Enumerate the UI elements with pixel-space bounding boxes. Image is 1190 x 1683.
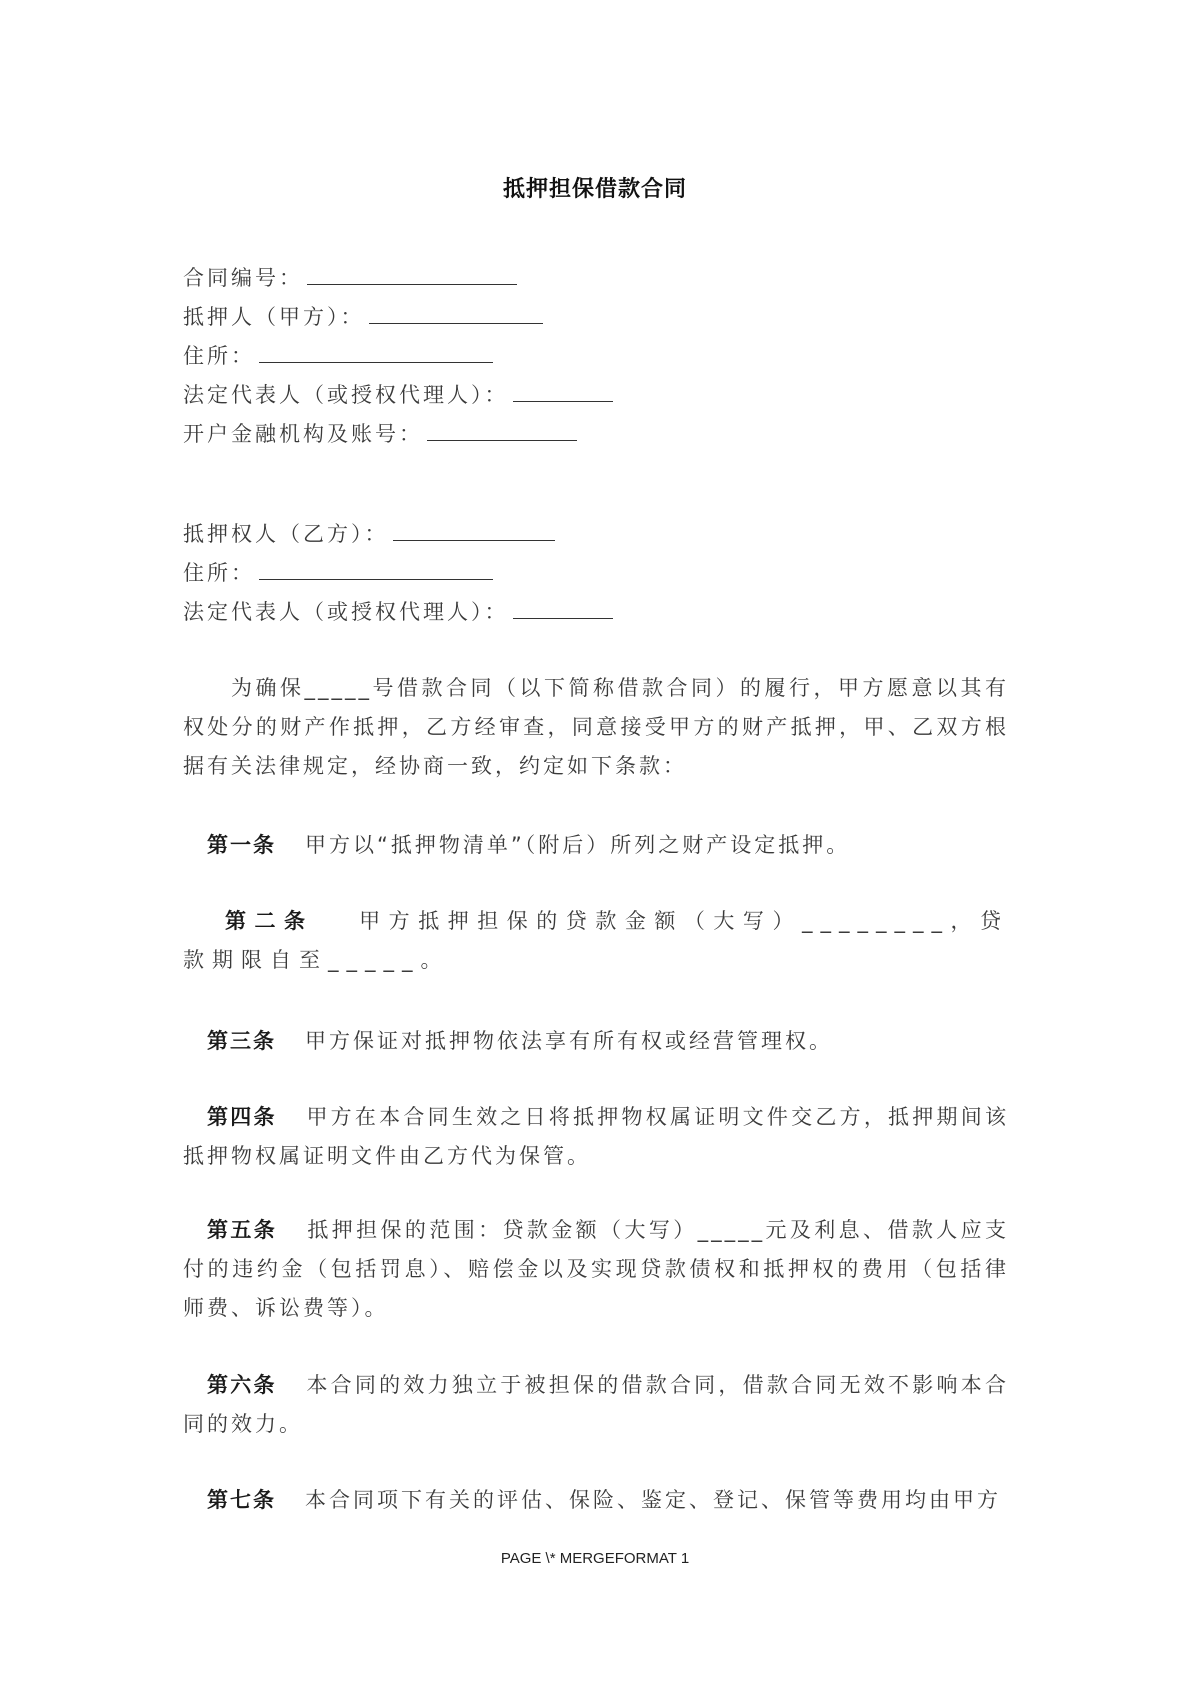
field-label: 住所： <box>183 344 255 368</box>
field-mortgagor <box>183 301 543 332</box>
field-mortgagee <box>183 518 555 549</box>
field-label: 法定代表人（或授权代理人）： <box>183 600 509 624</box>
page-footer: PAGE \* MERGEFORMAT 1 <box>500 1550 690 1567</box>
article-text: 抵押担保的范围：贷款金额（大写）_____元及利息、借款人应支付的违约金（包括罚息）、赔偿金以及实现贷款债权和抵押权的费用（包括律师费、诉讼费等）。 <box>183 1218 1010 1320</box>
article-5 <box>183 1210 1009 1328</box>
article-text: 甲方以“抵押物清单”（附后）所列之财产设定抵押。 <box>305 833 851 857</box>
fill-blank <box>393 518 555 541</box>
article-heading: 第三条 <box>207 1028 276 1053</box>
article-text: 甲方保证对抵押物依法享有所有权或经营管理权。 <box>305 1029 834 1053</box>
field-label: 开户金融机构及账号： <box>183 422 423 446</box>
article-3 <box>183 1021 1009 1061</box>
article-text: 甲方在本合同生效之日将抵押物权属证明文件交乙方，抵押期间该抵押物权属证明文件由乙方代为保管。 <box>183 1105 1009 1168</box>
article-heading: 第七条 <box>207 1487 276 1512</box>
article-heading: 第六条 <box>207 1372 277 1397</box>
article-7 <box>183 1480 1009 1520</box>
field-label: 抵押人（甲方）： <box>183 305 365 329</box>
field-address-b <box>183 557 493 588</box>
fill-blank <box>513 379 613 402</box>
fill-blank <box>427 418 577 441</box>
article-4 <box>183 1097 1009 1176</box>
preamble-paragraph: 为确保_____号借款合同（以下简称借款合同）的履行，甲方愿意以其有权处分的财产作抵押，乙方经审查，同意接受甲方的财产抵押，甲、乙双方根据有关法律规定，经协商一致，约定如下条款： <box>183 676 1009 778</box>
fill-blank <box>369 301 543 324</box>
field-bank-account <box>183 418 577 449</box>
fill-blank <box>513 596 613 619</box>
article-heading: 第四条 <box>207 1104 277 1129</box>
fill-blank <box>307 262 517 285</box>
field-address-a <box>183 340 493 371</box>
article-heading: 第五条 <box>207 1217 278 1242</box>
field-label: 抵押权人（乙方）： <box>183 522 389 546</box>
article-heading: 第一条 <box>207 832 276 857</box>
article-6 <box>183 1365 1009 1444</box>
field-label: 法定代表人（或授权代理人）： <box>183 383 509 407</box>
fill-blank <box>259 557 493 580</box>
field-legal-rep-a <box>183 379 613 410</box>
article-2 <box>183 901 1009 980</box>
field-legal-rep-b <box>183 596 613 627</box>
article-heading: 第二条 <box>225 908 314 933</box>
article-text: 本合同项下有关的评估、保险、鉴定、登记、保管等费用均由甲方 <box>305 1488 1002 1512</box>
document-title: 抵押担保借款合同 <box>502 176 687 202</box>
field-label: 合同编号： <box>183 266 303 290</box>
fill-blank <box>259 340 493 363</box>
field-label: 住所： <box>183 561 255 585</box>
article-text: 甲方抵押担保的贷款金额（大写）________，贷款期限自至_____。 <box>183 909 1010 972</box>
article-text: 本合同的效力独立于被担保的借款合同，借款合同无效不影响本合同的效力。 <box>183 1373 1009 1436</box>
article-1 <box>183 825 1009 865</box>
field-contract-number <box>183 262 517 293</box>
